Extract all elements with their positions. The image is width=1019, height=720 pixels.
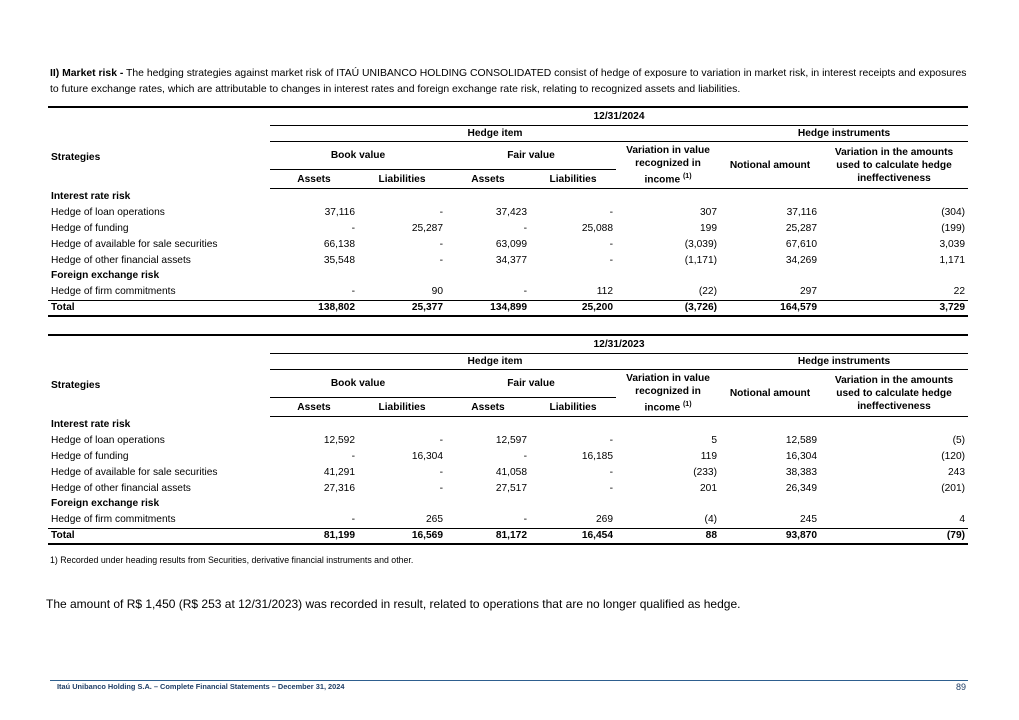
cell: 119 <box>700 450 717 462</box>
table-row <box>48 284 968 300</box>
cell: 265 <box>426 514 443 526</box>
cell: - <box>439 482 443 494</box>
total-cell: 81,199 <box>270 528 358 544</box>
cell: 297 <box>800 286 817 298</box>
date-header-row <box>48 107 968 126</box>
variation-value-header: Variation in value recognized in income $^{(1)}$ <box>616 142 720 189</box>
cell: - <box>351 514 355 526</box>
cell: (201) <box>941 482 966 494</box>
cell: 1,171 <box>939 254 966 266</box>
cell: - <box>609 207 613 219</box>
table-row <box>48 205 968 221</box>
total-label: Total <box>48 300 270 316</box>
cell: 63,099 <box>495 238 527 250</box>
variation-amounts-header: Variation in the amounts used to calculate hedge ineffectiveness <box>820 370 968 417</box>
table-row <box>48 449 968 465</box>
cell: - <box>523 514 527 526</box>
section-foreign-exchange: Foreign exchange risk <box>51 498 160 510</box>
hedge-instruments-header: Hedge instruments <box>720 126 968 142</box>
cell: (304) <box>941 207 966 219</box>
cell: - <box>439 254 443 266</box>
hedge-instruments-header: Hedge instruments <box>720 354 968 370</box>
total-cell: 16,569 <box>358 528 446 544</box>
footer-divider <box>50 680 968 681</box>
cell: 66,138 <box>323 238 355 250</box>
section-interest-rate: Interest rate risk <box>51 191 131 203</box>
row-label: Hedge of firm commitments <box>51 286 176 298</box>
total-cell: (3,726) <box>616 300 720 316</box>
cell: - <box>523 222 527 234</box>
footer-title: Itaú Unibanco Holding S.A. – Complete Financial Statements – December 31, 2024 <box>57 682 345 691</box>
cell: (3,039) <box>684 238 717 250</box>
cell: - <box>523 450 527 462</box>
cell: - <box>439 435 443 447</box>
fair-liabilities-header: Liabilities <box>530 170 616 189</box>
section-row <box>48 268 968 284</box>
total-cell: (79) <box>820 528 968 544</box>
row-label: Hedge of available for sale securities <box>51 238 218 250</box>
table-row <box>48 480 968 496</box>
total-cell: 81,172 <box>446 528 530 544</box>
cell: - <box>609 435 613 447</box>
total-row <box>48 528 968 544</box>
cell: - <box>609 466 613 478</box>
cell: 269 <box>596 514 613 526</box>
row-label: Hedge of available for sale securities <box>51 466 218 478</box>
cell: - <box>609 482 613 494</box>
cell: - <box>439 238 443 250</box>
footnote: 1) Recorded under heading results from Securities, derivative financial instruments and other. <box>50 555 414 565</box>
total-label: Total <box>48 528 270 544</box>
table-row <box>48 236 968 252</box>
cell: - <box>351 286 355 298</box>
hedge-item-header: Hedge item <box>270 126 720 142</box>
row-label: Hedge of other financial assets <box>51 482 191 494</box>
cell: 34,377 <box>495 254 527 266</box>
strategies-header: Strategies <box>51 379 101 391</box>
strategies-header: Strategies <box>51 151 101 163</box>
total-cell: 138,802 <box>270 300 358 316</box>
section-row <box>48 189 968 205</box>
cell: 37,116 <box>324 207 355 219</box>
cell: 12,589 <box>785 435 817 447</box>
group-header-row <box>48 354 968 370</box>
book-liabilities-header: Liabilities <box>358 170 446 189</box>
cell: (4) <box>704 514 717 526</box>
book-value-header: Book value <box>270 370 446 398</box>
page-number: 89 <box>955 682 966 692</box>
variation-value-header: Variation in value recognized in income $^{(1)}$ <box>616 370 720 417</box>
cell: 16,304 <box>411 450 443 462</box>
cell: 307 <box>700 207 717 219</box>
footnote-marker: (1) <box>682 400 692 408</box>
row-label: Hedge of funding <box>51 222 129 234</box>
total-cell: 93,870 <box>720 528 820 544</box>
cell: 27,517 <box>495 482 527 494</box>
book-value-header: Book value <box>270 142 446 170</box>
cell: 26,349 <box>785 482 817 494</box>
footnote-marker: (1) <box>682 172 692 180</box>
cell: 3,039 <box>939 238 966 250</box>
cell: 38,383 <box>785 466 817 478</box>
cell: 243 <box>948 466 966 478</box>
cell: - <box>351 222 355 234</box>
total-cell: 16,454 <box>530 528 616 544</box>
cell: 201 <box>700 482 717 494</box>
table-row <box>48 464 968 480</box>
cell: 27,316 <box>323 482 355 494</box>
table-date: 12/31/2024 <box>270 107 968 126</box>
cell: 25,287 <box>785 222 817 234</box>
intro-heading: II) Market risk - <box>50 68 124 79</box>
fair-assets-header: Assets <box>446 398 530 417</box>
cell: 90 <box>431 286 443 298</box>
cell: 22 <box>953 286 966 298</box>
cell: (199) <box>941 222 966 234</box>
cell: 16,304 <box>785 450 817 462</box>
table-row <box>48 512 968 528</box>
hedge-item-header: Hedge item <box>270 354 720 370</box>
intro-paragraph <box>50 66 970 98</box>
cell: 34,269 <box>785 254 817 266</box>
cell: 5 <box>711 435 717 447</box>
total-cell: 3,729 <box>820 300 968 316</box>
fair-value-header: Fair value <box>446 370 616 398</box>
cell: 12,592 <box>323 435 355 447</box>
variation-amounts-header: Variation in the amounts used to calculate hedge ineffectiveness <box>820 142 968 189</box>
cell: (120) <box>941 450 966 462</box>
section-row <box>48 417 968 433</box>
total-cell: 88 <box>616 528 720 544</box>
cell: - <box>523 286 527 298</box>
cell: 199 <box>700 222 717 234</box>
fair-value-header: Fair value <box>446 142 616 170</box>
fair-liabilities-header: Liabilities <box>530 398 616 417</box>
total-row <box>48 300 968 316</box>
hedge-table-2024 <box>48 106 968 317</box>
cell: (233) <box>693 466 717 478</box>
row-label: Hedge of funding <box>51 450 129 462</box>
cell: 37,116 <box>786 207 817 219</box>
total-cell: 164,579 <box>720 300 820 316</box>
total-cell: 25,377 <box>358 300 446 316</box>
cell: 37,423 <box>495 207 527 219</box>
total-cell: 25,200 <box>530 300 616 316</box>
cell: 41,058 <box>495 466 527 478</box>
row-label: Hedge of firm commitments <box>51 514 176 526</box>
cell: - <box>439 207 443 219</box>
cell: (1,171) <box>684 254 717 266</box>
notional-amount-header: Notional amount <box>720 142 820 189</box>
total-cell: 134,899 <box>446 300 530 316</box>
cell: (5) <box>952 435 966 447</box>
hedge-table-2023 <box>48 334 968 545</box>
cell: 4 <box>959 514 966 526</box>
cell: 12,597 <box>495 435 527 447</box>
intro-text: The hedging strategies against market risk of ITAÚ UNIBANCO HOLDING CONSOLIDATED consist of hedge of exposure to variation in market risk, in interest receipts and exposures to future exchange rates, which are attributable to changes in interest rates and foreign exchange rate risk, relating to recognized assets and liabilities. <box>50 68 967 95</box>
section-interest-rate: Interest rate risk <box>51 419 131 431</box>
cell: 67,610 <box>785 238 817 250</box>
cell: 25,287 <box>411 222 443 234</box>
section-row <box>48 496 968 512</box>
cell: - <box>609 238 613 250</box>
row-label: Hedge of loan operations <box>51 435 165 447</box>
book-liabilities-header: Liabilities <box>358 398 446 417</box>
table-row <box>48 221 968 237</box>
cell: - <box>351 450 355 462</box>
book-assets-header: Assets <box>270 170 358 189</box>
cell: 35,548 <box>323 254 355 266</box>
group-header-row <box>48 126 968 142</box>
table-date: 12/31/2023 <box>270 335 968 354</box>
cell: 245 <box>800 514 817 526</box>
cell: 112 <box>596 286 613 298</box>
cell: - <box>609 254 613 266</box>
cell: 41,291 <box>323 466 355 478</box>
cell: - <box>439 466 443 478</box>
cell: (22) <box>698 286 717 298</box>
cell: 25,088 <box>581 222 613 234</box>
date-header-row <box>48 335 968 354</box>
fair-assets-header: Assets <box>446 170 530 189</box>
table-row <box>48 433 968 449</box>
table-row <box>48 252 968 268</box>
row-label: Hedge of other financial assets <box>51 254 191 266</box>
section-foreign-exchange: Foreign exchange risk <box>51 270 160 282</box>
notional-amount-header: Notional amount <box>720 370 820 417</box>
result-paragraph: The amount of R$ 1,450 (R$ 253 at 12/31/2023) was recorded in result, related to operations that are no longer qualified as hedge. <box>46 597 741 611</box>
cell: 16,185 <box>581 450 613 462</box>
book-assets-header: Assets <box>270 398 358 417</box>
row-label: Hedge of loan operations <box>51 207 165 219</box>
